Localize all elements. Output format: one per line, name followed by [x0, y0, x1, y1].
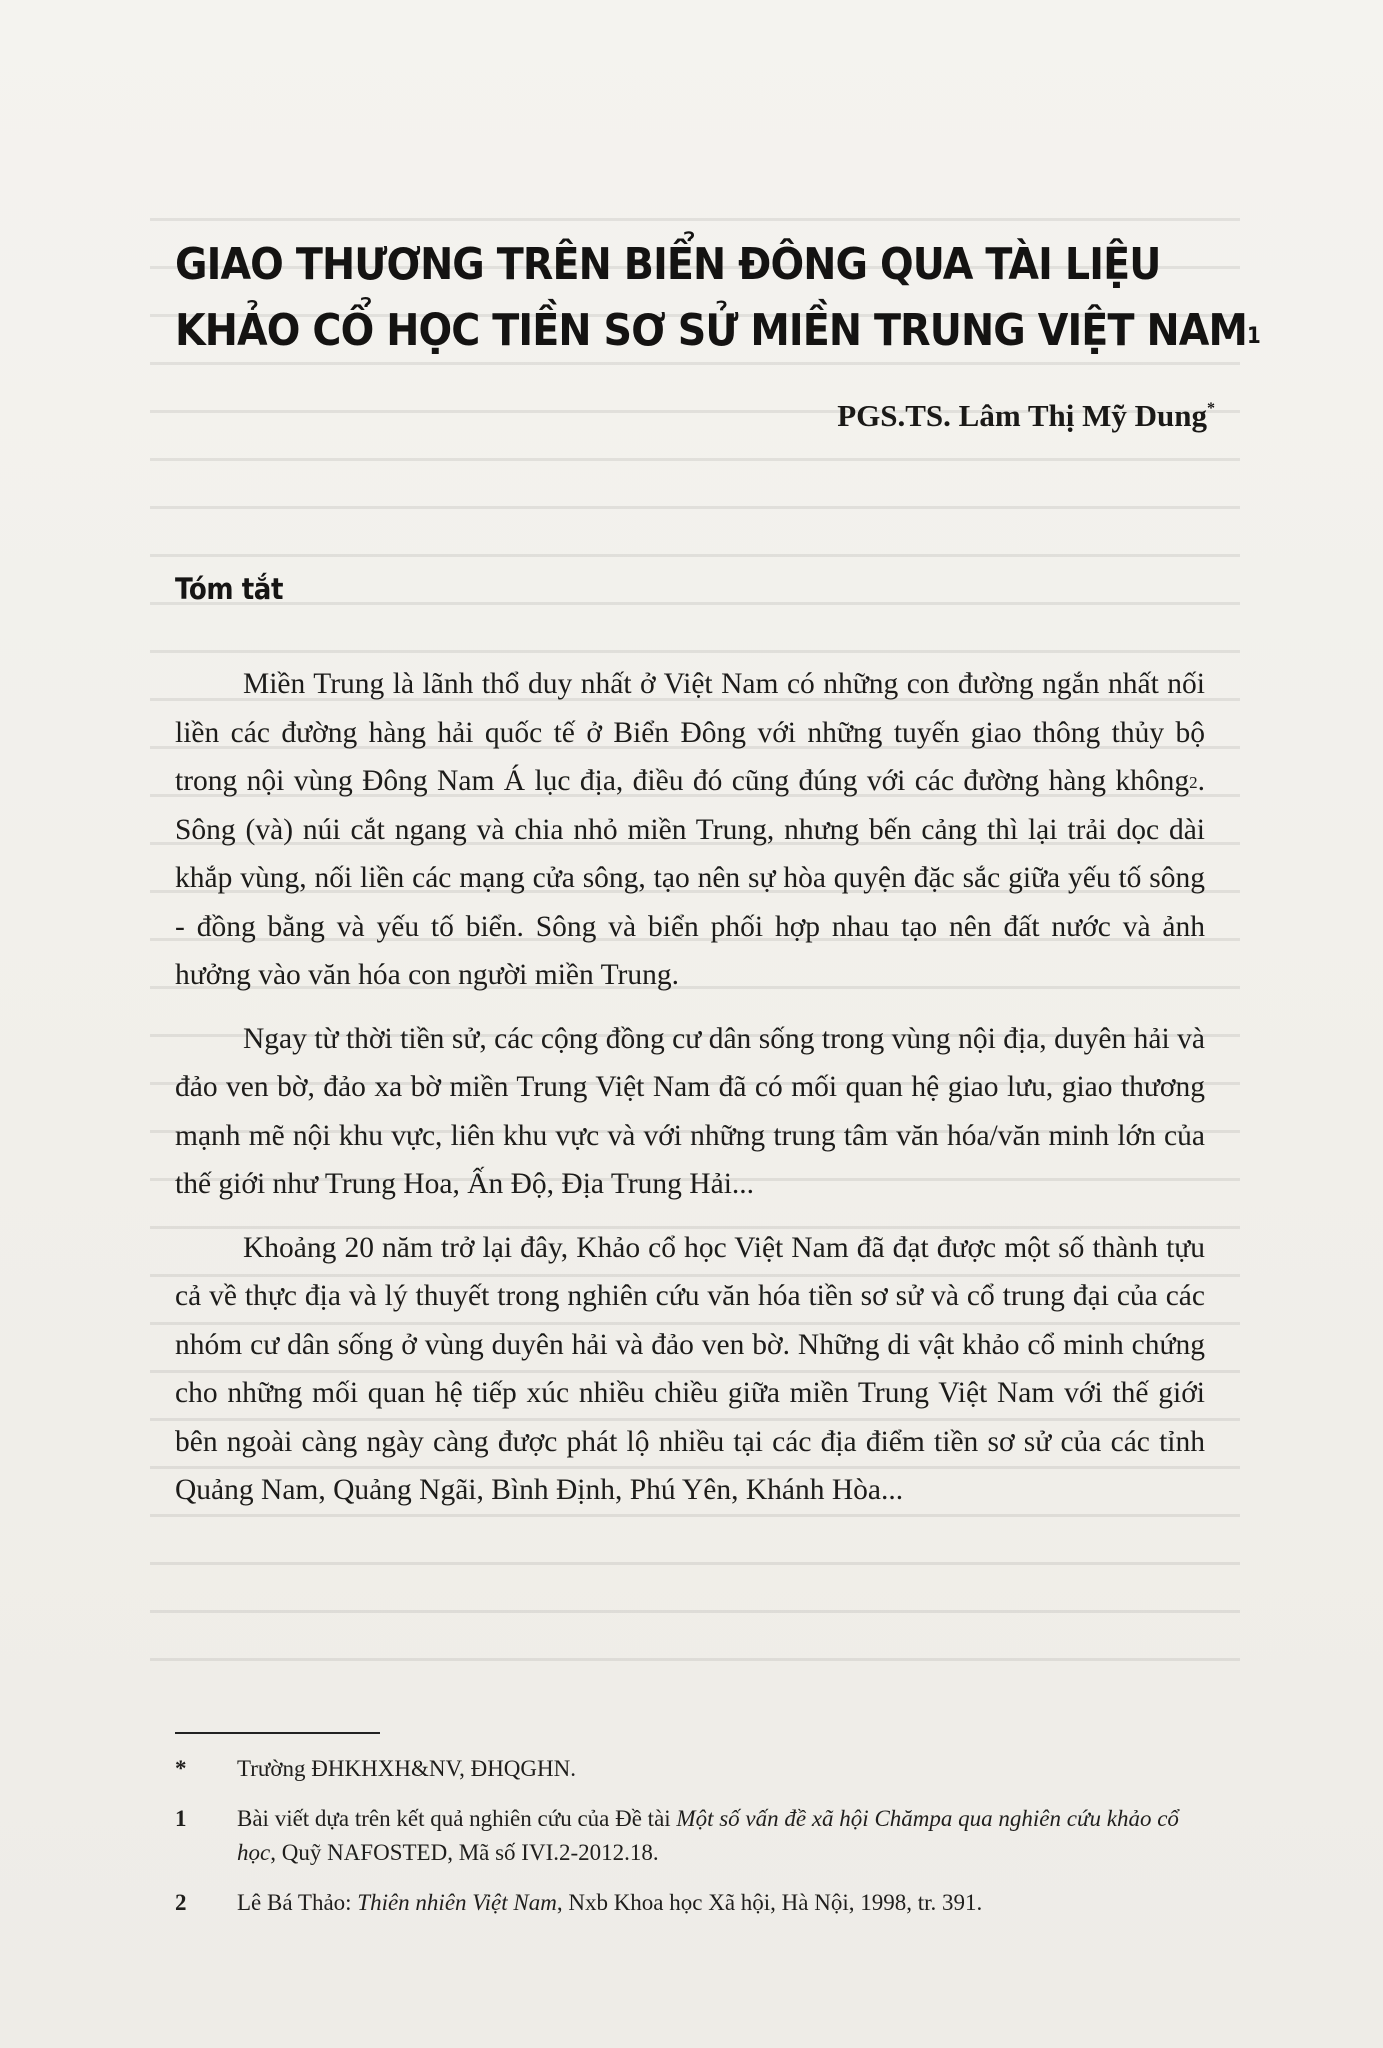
footnotes: [175, 1752, 1205, 1936]
article-title: [175, 232, 1260, 364]
paragraph-1: [175, 660, 1205, 1000]
title-line-1: GIAO THƯƠNG TRÊN BIỂN ĐÔNG QUA TÀI LIỆU: [175, 239, 1161, 290]
paragraph-1-part-b: . Sông (và) núi cắt ngang và chia nhỏ miền Trung, nhưng bến cảng thì lại trải dọc dài khắp vùng, nối liền các mạng cửa sông, tạo nên sự hòa quyện đặc sắc giữa yếu tố sông - đồng bằng và yếu tố biển. Sông và biển phối hợp nhau tạo nên đất nước và ảnh hưởng vào văn hóa con người miền Trung.: [175, 765, 1205, 991]
footnote-2-italic: Thiên nhiên Việt Nam: [357, 1890, 557, 1915]
title-footnote-ref: 1: [1246, 324, 1260, 349]
paragraph-1-part-a: Miền Trung là lãnh thổ duy nhất ở Việt Nam có những con đường ngắn nhất nối liền các đường hàng hải quốc tế ở Biển Đông với những tuyến giao thông thủy bộ trong nội vùng Đông Nam Á lục địa, điều đó cũng đúng với các đường hàng không: [175, 668, 1205, 797]
paragraph-3: Khoảng 20 năm trở lại đây, Khảo cổ học Việt Nam đã đạt được một số thành tựu cả về thực địa và lý thuyết trong nghiên cứu văn hóa tiền sơ sử và cổ trung đại của các nhóm cư dân sống ở vùng duyên hải và đảo ven bờ. Những di vật khảo cổ minh chứng cho những mối quan hệ tiếp xúc nhiều chiều giữa miền Trung Việt Nam với thế giới bên ngoài càng ngày càng được phát lộ nhiều tại các địa điểm tiền sơ sử của các tỉnh Quảng Nam, Quảng Ngãi, Bình Định, Phú Yên, Khánh Hòa...: [175, 1231, 1205, 1506]
summary-body: [175, 660, 1205, 1530]
footnote-star-mark: *: [175, 1756, 187, 1781]
footnote-2-post: , Nxb Khoa học Xã hội, Hà Nội, 1998, tr. 391.: [556, 1890, 983, 1915]
footnote-star-text: Trường ĐHKHXH&NV, ĐHQGHN.: [237, 1756, 576, 1781]
footnote-1-italic: Một số vấn đề xã hội Chămpa qua nghiên cứu khảo cổ học: [237, 1806, 1179, 1865]
author-footnote-mark: *: [1207, 400, 1215, 417]
footnote-1-post: , Quỹ NAFOSTED, Mã số IVI.2-2012.18.: [270, 1840, 659, 1865]
author-name: PGS.TS. Lâm Thị Mỹ Dung: [837, 398, 1207, 433]
footnote-2-pre: Lê Bá Thảo:: [237, 1890, 358, 1915]
author-line: [837, 398, 1215, 434]
title-line-2-text: KHẢO CỔ HỌC TIỀN SƠ SỬ MIỀN TRUNG VIỆT NAM: [175, 305, 1247, 356]
title-line-2: [175, 298, 1260, 364]
footnote-2: [175, 1886, 1205, 1920]
footnote-2-mark: 2: [175, 1890, 187, 1915]
footnote-1: [175, 1802, 1205, 1870]
section-heading-summary: Tóm tắt: [175, 572, 283, 606]
footnote-1-mark: 1: [175, 1806, 187, 1831]
footnote-1-pre: Bài viết dựa trên kết quả nghiên cứu của Đề tài: [237, 1806, 677, 1831]
footnote-divider: [175, 1732, 380, 1734]
paragraph-2: Ngay từ thời tiền sử, các cộng đồng cư dân sống trong vùng nội địa, duyên hải và đảo ven bờ, đảo xa bờ miền Trung Việt Nam đã có mối quan hệ giao lưu, giao thương mạnh mẽ nội khu vực, liên khu vực và với những trung tâm văn hóa/văn minh lớn của thế giới như Trung Hoa, Ấn Độ, Địa Trung Hải...: [175, 1022, 1205, 1200]
footnote-star: [175, 1752, 1205, 1786]
footnote-ref-2: 2: [1189, 773, 1198, 792]
